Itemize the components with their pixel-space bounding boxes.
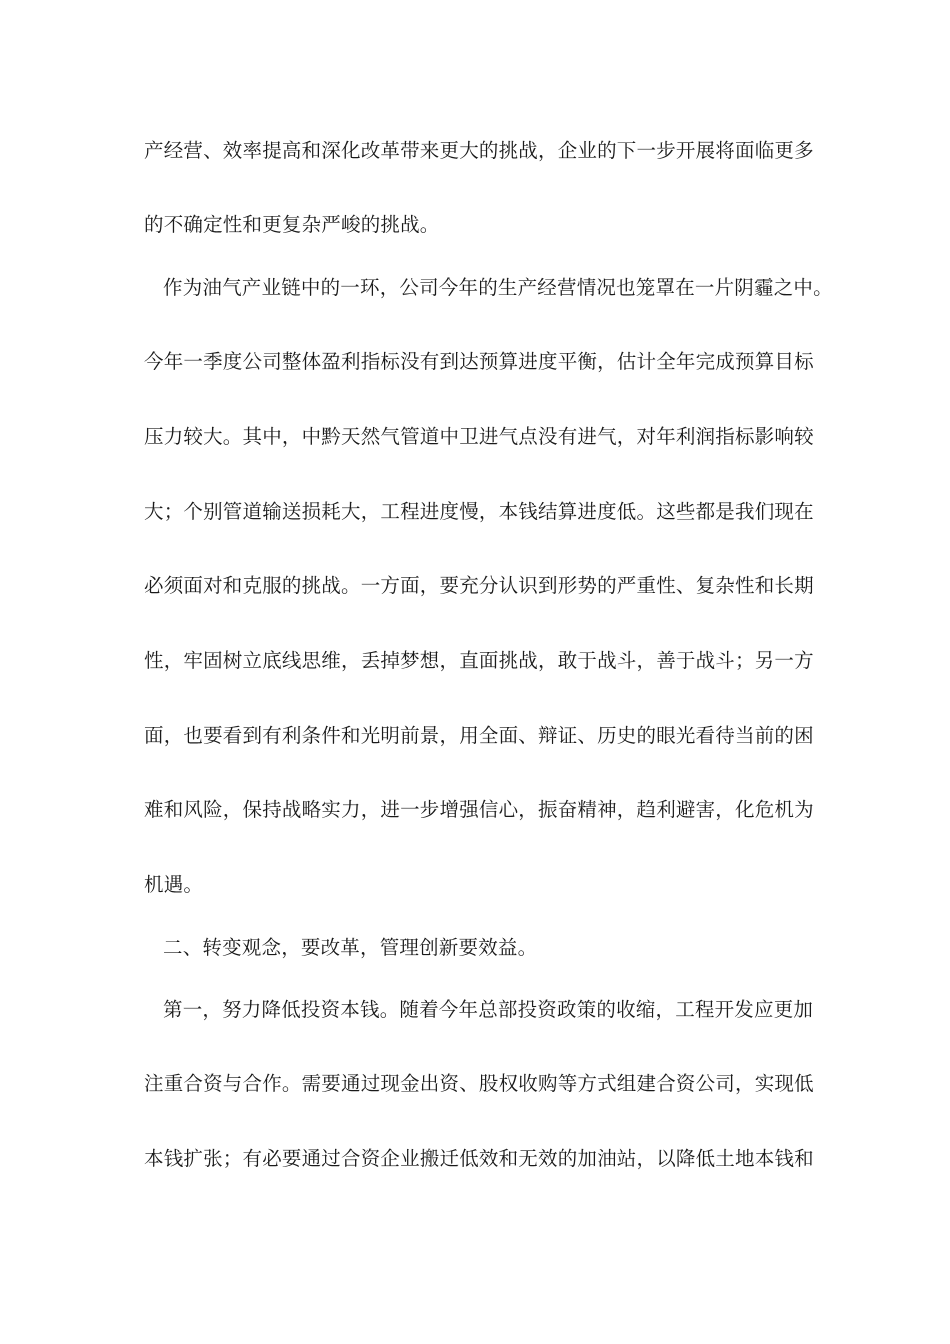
section-heading: 二、转变观念，要改革，管理创新要效益。 [163, 936, 538, 959]
text-line: 本钱扩张；有必要通过合资企业搬迁低效和无效的加油站，以降低土地本钱和 [144, 1147, 814, 1170]
text-line: 产经营、效率提高和深化改革带来更大的挑战，企业的下一步开展将面临更多 [144, 139, 814, 162]
text-line: 的不确定性和更复杂严峻的挑战。 [144, 213, 440, 236]
text-line: 今年一季度公司整体盈利指标没有到达预算进度平衡，估计全年完成预算目标 [144, 350, 814, 373]
text-line: 大；个别管道输送损耗大，工程进度慢，本钱结算进度低。这些都是我们现在 [144, 500, 814, 523]
text-line: 必须面对和克服的挑战。一方面，要充分认识到形势的严重性、复杂性和长期 [144, 574, 814, 597]
text-line: 性，牢固树立底线思维，丢掉梦想，直面挑战，敢于战斗，善于战斗；另一方 [144, 649, 814, 672]
text-line: 机遇。 [144, 873, 204, 896]
text-line: 注重合资与合作。需要通过现金出资、股权收购等方式组建合资公司，实现低 [144, 1072, 814, 1095]
text-line: 面，也要看到有利条件和光明前景，用全面、辩证、历史的眼光看待当前的困 [144, 724, 814, 747]
paragraph-first-line: 第一，努力降低投资本钱。随着今年总部投资政策的收缩，工程开发应更加 [163, 998, 814, 1021]
paragraph-first-line: 作为油气产业链中的一环，公司今年的生产经营情况也笼罩在一片阴霾之中。 [163, 276, 833, 299]
text-line: 难和风险，保持战略实力，进一步增强信心，振奋精神，趋利避害，化危机为 [144, 798, 814, 821]
text-line: 压力较大。其中，中黔天然气管道中卫进气点没有进气，对年利润指标影响较 [144, 425, 814, 448]
